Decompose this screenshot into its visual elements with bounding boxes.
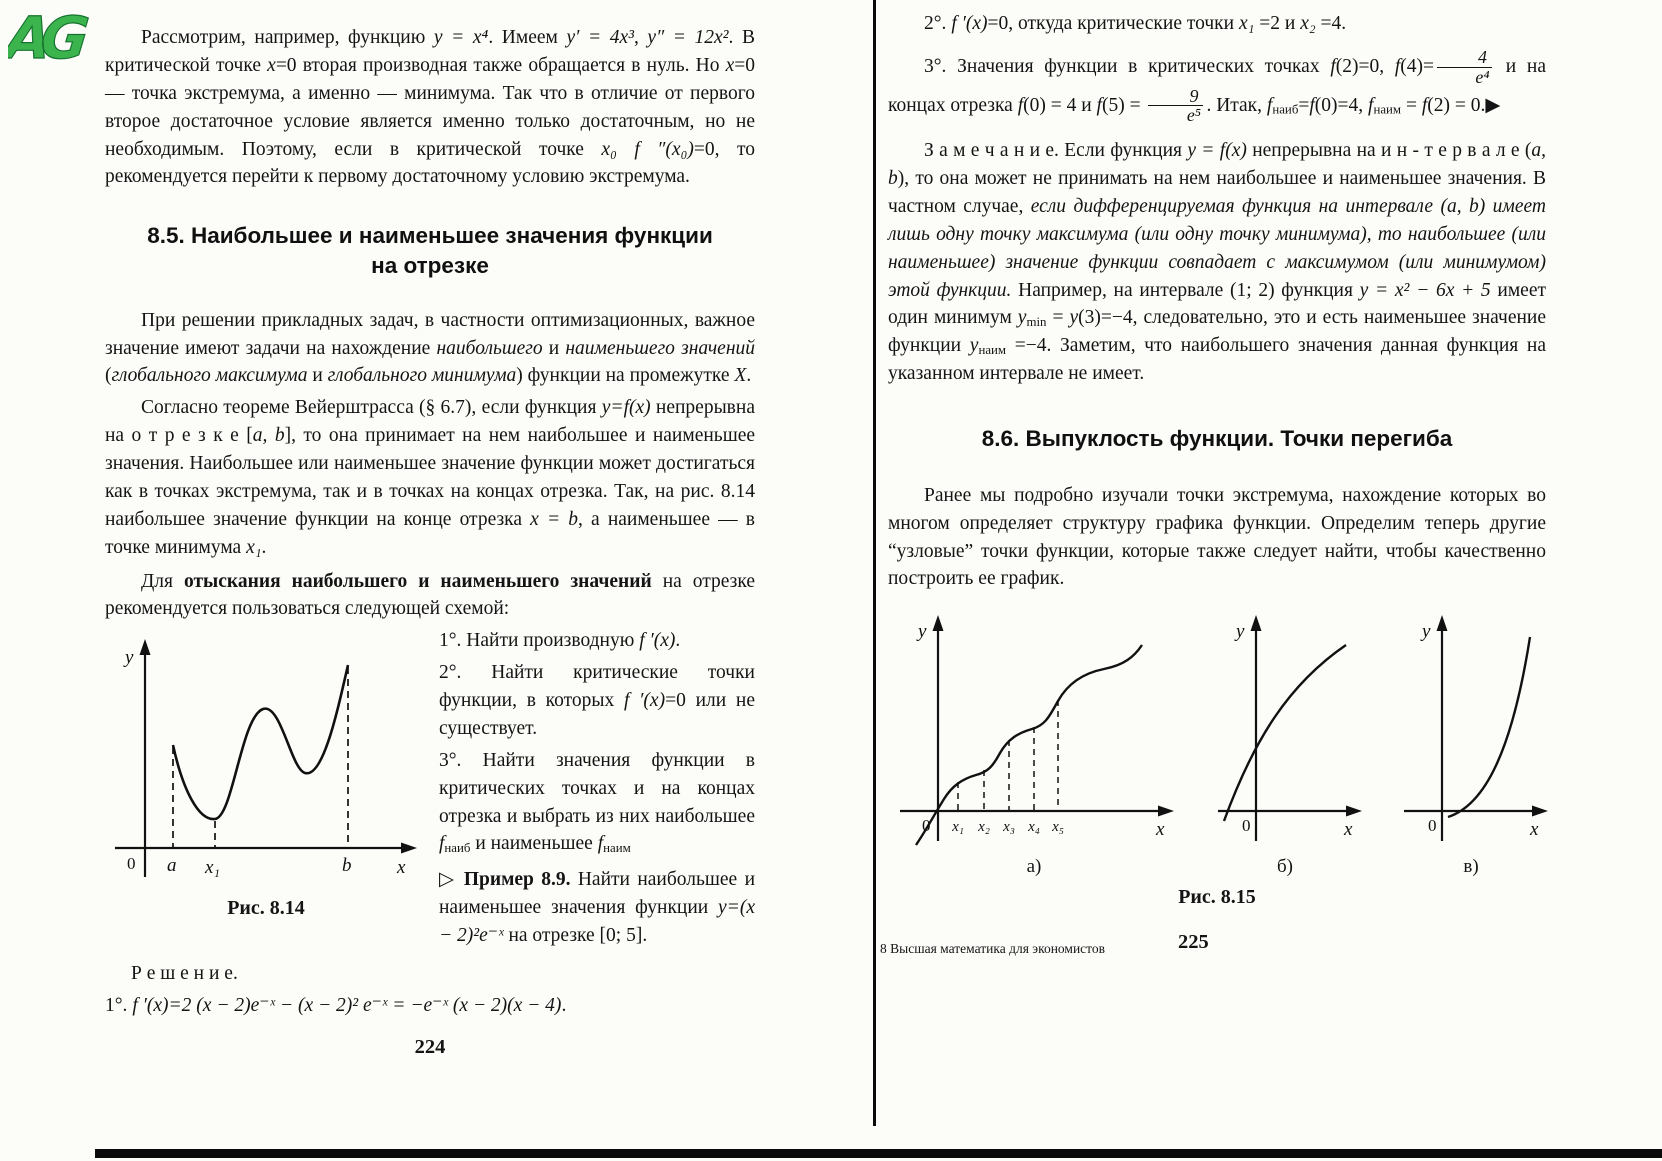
figure-8-15v (1390, 609, 1552, 878)
paragraph-weierstrass: Согласно теореме Вейерштрасса (§ 6.7), если функция y=f(x) непрерывна на о т р е з к е [a, b], то она принимает на нем наибольшее и наименьшее значения. Наибольшее или наименьшее значение функции может достигаться как в точках экстремума, так и в точках на концах отрезка. Так, на рис. 8.14 наибольшее значение функции на конце отрезка x = b, а наименьшее — в точке минимума x₁. (105, 397, 756, 558)
point-x1-label: x₁ (205, 857, 221, 879)
x-axis-arrow-icon (401, 843, 417, 854)
paragraph-example-8-9: ▷ Пример 8.9. Найти наибольшее и наименьшее значения функции y=(x − 2)²e⁻ˣ на отрезке [0; 5]. (439, 869, 756, 946)
figure-8-15v-label: в) (1463, 856, 1479, 878)
x-axis-arrow-icon (1346, 806, 1362, 817)
y-axis-arrow-icon (1437, 615, 1448, 631)
figure-8-15-caption: Рис. 8.15 (1178, 886, 1256, 909)
origin-label: 0 (127, 854, 136, 874)
y-axis-arrow-icon (933, 615, 944, 631)
section-heading-8-6: 8.6. Выпуклость функции. Точки перегиба (981, 426, 1453, 452)
point-b-label: b (342, 855, 352, 877)
page-224 (105, 24, 755, 1059)
figure-8-15 (888, 609, 1546, 878)
origin-label: 0 (1428, 816, 1437, 836)
step-2: 2°. Найти критические точки функции, в которых f ′(x)=0 или не существует. (439, 662, 756, 739)
figure-8-14-caption: Рис. 8.14 (227, 897, 305, 920)
publisher-logo-text: AG (8, 4, 83, 72)
step-1: 1°. Найти производную f ′(x). (439, 630, 681, 652)
x-axis-label: x (1344, 819, 1353, 841)
x-axis-label: x (397, 857, 406, 879)
x-axis-arrow-icon (1158, 806, 1174, 817)
paragraph-scheme-intro: Для отыскания наибольшего и наименьшего значений на отрезке рекомендуется пользоваться следующей схемой: (105, 570, 755, 620)
tick-x2: x₂ (978, 819, 990, 836)
paragraph-second-derivative: Рассмотрим, например, функцию y = x⁴. Имеем y′ = 4x³, y″ = 12x². В критической точке x=0 вторая производная также обращается в нуль. Но x=0 — точка экстремума, а именно — минимума. Так что в отличие от первого второе достаточное условие является именно только достаточным, но не необходимым. Поэтому, если в критической точке x₀ f ″(x₀)=0, то рекомендуется перейти к первому достаточному условию экстремума. (105, 27, 755, 188)
tick-x5: x₅ (1052, 819, 1064, 836)
paragraph-convexity-intro: Ранее мы подробно изучали точки экстремума, нахождение которых во многом определяет структуру графика функции. Определим теперь другие “узловые” точки функции, которые также следует найти, чтобы качественно построить ее график. (888, 484, 1546, 590)
paragraph-applied-problems: При решении прикладных задач, в частности оптимизационных, важное значение имеют задачи на нахождение наибольшего и наименьшего значений (глобального максимума и глобального минимума) функции на промежутке X. (105, 309, 755, 387)
solution-step-2: 2°. f ′(x)=0, откуда критические точки x₁ =2 и x₂ =4. (924, 13, 1347, 34)
figure-8-15a-plot (888, 609, 1180, 851)
solution-step-1: 1°. f ′(x)=2 (x − 2)e⁻ˣ − (x − 2)² e⁻ˣ = −e⁻ˣ (x − 2)(x − 4). (105, 994, 567, 1016)
y-axis-arrow-icon (140, 639, 151, 655)
figure-8-15a-label: а) (1026, 856, 1042, 878)
page-gutter-divider (873, 0, 876, 1126)
x-axis-label: x (1530, 819, 1539, 841)
x-axis-label: x (1156, 819, 1165, 841)
page-number-225: 225 (1178, 931, 1209, 954)
tick-x1: x₁ (952, 819, 964, 836)
figure-8-15a (888, 609, 1180, 878)
figure-8-15b-plot (1204, 609, 1366, 851)
point-a-label: a (167, 855, 177, 877)
figure-8-15v-plot (1390, 609, 1552, 851)
solution-step-3: 3°. Значения функции в критических точках f(2)=0, f(4)= $\frac{4}{\text{e⁴}}$ и на концах отрезка f(0) = 4 и f(5) = $\frac{9}{\text{e⁵}}$ . Итак, fнаиб=f(0)=4, fнаим = f(2) = 0.▶ (888, 46, 1546, 126)
figure-8-15b (1204, 609, 1366, 878)
page-number-224: 224 (414, 1035, 446, 1058)
figure-8-14 (105, 633, 427, 920)
x-axis-arrow-icon (1532, 806, 1548, 817)
y-axis-label: y (1422, 621, 1431, 643)
step-3: 3°. Найти значения функции в критических точках и на концах отрезка и выбрать из них наибольшее fнаиб и наименьшее fнаим (439, 749, 755, 856)
function-curve (1224, 645, 1346, 821)
y-axis-label: y (125, 647, 134, 669)
y-axis-label: y (918, 621, 927, 643)
function-curve (916, 645, 1142, 845)
function-curve (173, 665, 348, 819)
printer-signature-note: 8 Высшая математика для экономистов (880, 941, 1106, 957)
y-axis-arrow-icon (1251, 615, 1262, 631)
section-heading-8-5 (135, 221, 725, 280)
page-footer (880, 931, 1546, 965)
publisher-logo-icon (8, 2, 100, 74)
y-axis-label: y (1236, 621, 1245, 643)
tick-x4: x₄ (1028, 819, 1040, 836)
figure-8-14-plot (105, 633, 427, 895)
paragraph-remark: З а м е ч а н и е. Если функция y = f(x) непрерывна на и н - т е р в а л е (a, b), то она может не принимать на нем наибольшее и наименьшее значения. В частном случае, если дифференцируемая функция на интервале (a, b) имеет лишь одну точку максимума (или одну точку минимума), то наибольшее (или наименьшее) значение функции совпадает с максимумом (или минимумом) этой функции. Например, на интервале (1; 2) функция y = x² − 6x + 5 имеет один минимум ymin = y(3)=−4, следовательно, это и есть наименьшее значение функции yнаим =−4. Заметим, что наибольшего значения данная функция на указанном интервале не имеет. (888, 140, 1547, 385)
solution-label: Р е ш е н и е. (131, 962, 238, 984)
scan-bottom-bar (95, 1149, 1662, 1158)
origin-label: 0 (1242, 816, 1251, 836)
heading-8-5-line1: 8.5. Наибольшее и наименьшее значения функции (147, 223, 713, 249)
function-curve (1448, 637, 1530, 817)
heading-8-5-line2: на отрезке (371, 252, 489, 278)
tick-x3: x₃ (1003, 819, 1015, 836)
origin-label: 0 (922, 816, 931, 836)
publisher-logo (8, 2, 100, 79)
page-225 (880, 10, 1547, 965)
figure-8-15b-label: б) (1277, 856, 1293, 878)
